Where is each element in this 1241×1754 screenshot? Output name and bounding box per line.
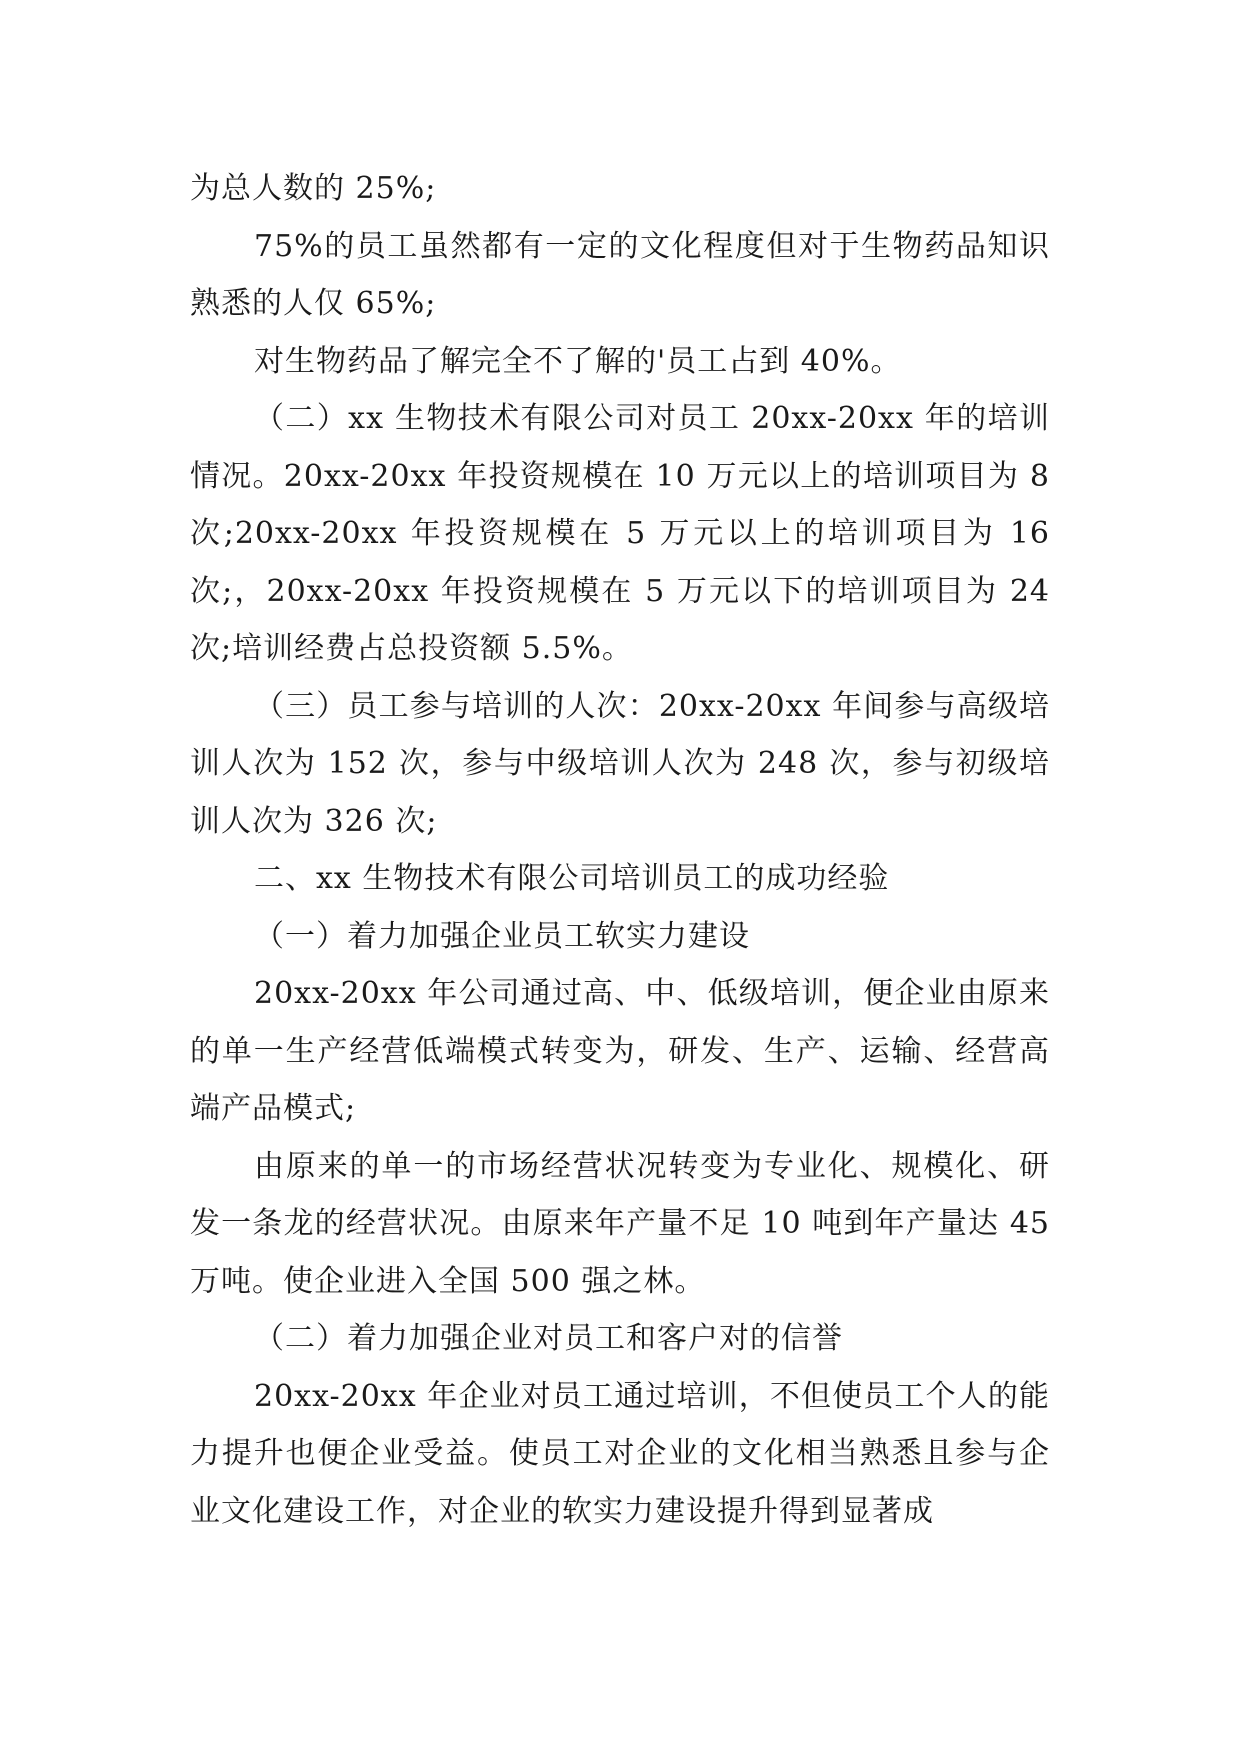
paragraph-unfamiliar-ratio: 对生物药品了解完全不了解的'员工占到 40%。: [254, 343, 902, 379]
paragraph-training-participants: （三）员工参与培训的人次：20xx-20xx 年间参与高级培训人次为 152 次，参与中级培训人次为 248 次，参与初级培训人次为 326 次;: [190, 688, 1050, 839]
section-heading-success-experience: 二、xx 生物技术有限公司培训员工的成功经验: [254, 861, 890, 896]
paragraph-market-transformation: 由原来的单一的市场经营状况转变为专业化、规模化、研发一条龙的经营状况。由原来年产量不足 10 吨到年产量达 45 万吨。使企业进入全国 500 强之林。: [190, 1148, 1050, 1299]
paragraph-knowledge-level: 75%的员工虽然都有一定的文化程度但对于生物药品知识熟悉的人仅 65%;: [190, 228, 1050, 321]
paragraph-training-benefits: 20xx-20xx 年企业对员工通过培训，不但使员工个人的能力提升也便企业受益。使员工对企业的文化相当熟悉且参与企业文化建设工作，对企业的软实力建设提升得到显著成: [190, 1378, 1050, 1529]
paragraph-total-ratio: 为总人数的 25%;: [190, 171, 437, 206]
subheading-soft-power: （一）着力加强企业员工软实力建设: [254, 918, 750, 954]
paragraph-training-situation: （二）xx 生物技术有限公司对员工 20xx-20xx 年的培训情况。20xx-20xx 年投资规模在 10 万元以上的培训项目为 8 次;20xx-20xx 年投资规模在 5 万元以上的培训项目为 16 次;，20xx-20xx 年投资规模在 5 万元以下的培训项目为 24 次;培训经费占总投资额 5.5%。: [190, 401, 1050, 666]
document-body: [190, 160, 1050, 1540]
paragraph-business-transformation: 20xx-20xx 年公司通过高、中、低级培训，便企业由原来的单一生产经营低端模式转变为，研发、生产、运输、经营高端产品模式;: [190, 976, 1050, 1126]
subheading-credibility: （二）着力加强企业对员工和客户对的信誉: [254, 1321, 843, 1356]
